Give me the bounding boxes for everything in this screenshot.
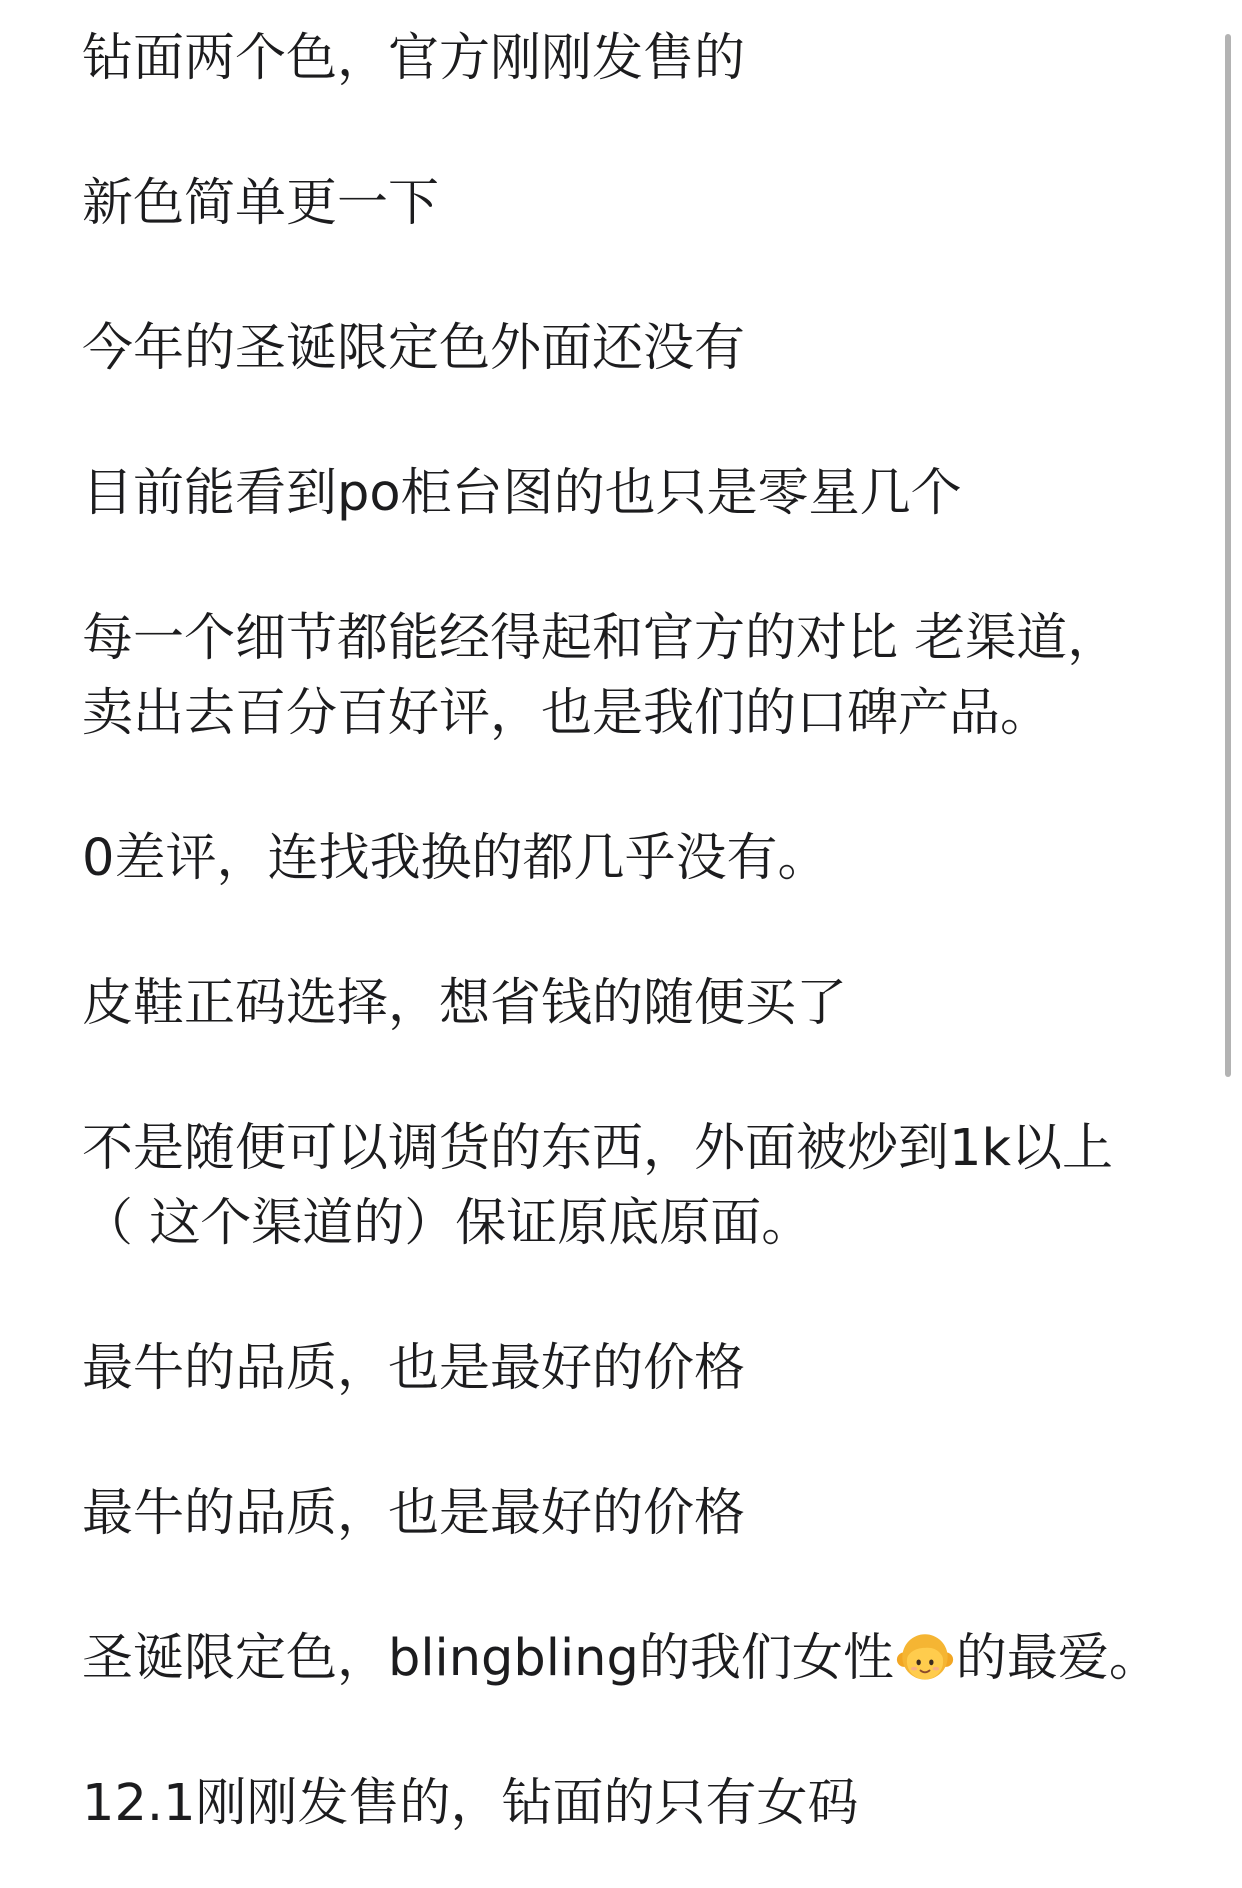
paragraph-line: 最牛的品质，也是最好的价格: [82, 1484, 746, 1543]
paragraph-line: 0差评，连找我换的都几乎没有。: [82, 829, 829, 888]
paragraph: [82, 1476, 1202, 1551]
paragraph-line: 每一个细节都能经得起和官方的对比 老渠道，: [82, 609, 1119, 668]
paragraph-line: 不是随便可以调货的东西，外面被炒到1k以上: [82, 1119, 1113, 1178]
paragraph: [82, 1621, 1202, 1696]
paragraph: [82, 1331, 1202, 1406]
paragraph-line: 卖出去百分百好评，也是我们的口碑产品。: [82, 684, 1052, 743]
girl-emoji-icon: [896, 1627, 954, 1685]
scrollbar[interactable]: [1225, 34, 1231, 1077]
paragraph: [82, 456, 1202, 531]
paragraph-text-segment: 的最爱。: [955, 1629, 1160, 1688]
post-text: [82, 21, 1202, 1888]
paragraph-line: [82, 1621, 1202, 1696]
paragraph-line: 目前能看到po柜台图的也只是零星几个: [82, 464, 962, 523]
paragraph: [82, 601, 1202, 751]
paragraph-line: 皮鞋正码选择，想省钱的随便买了: [82, 974, 848, 1033]
paragraph: [82, 966, 1202, 1041]
paragraph: [82, 821, 1202, 896]
paragraph: [82, 1111, 1202, 1261]
paragraph-line: 新色简单更一下: [82, 174, 440, 233]
paragraph-line: 钻面两个色，官方刚刚发售的: [82, 29, 746, 88]
paragraph-line: （ 这个渠道的）保证原底原面。: [82, 1194, 813, 1253]
paragraph: [82, 311, 1202, 386]
paragraph: [82, 1766, 1202, 1841]
paragraph-text-segment: 圣诞限定色，blingbling的我们女性: [82, 1629, 894, 1688]
paragraph: [82, 166, 1202, 241]
paragraph: [82, 21, 1202, 96]
paragraph-line: 今年的圣诞限定色外面还没有: [82, 319, 746, 378]
paragraph-line: 最牛的品质，也是最好的价格: [82, 1339, 746, 1398]
paragraph-line: 12.1刚刚发售的，钻面的只有女码: [82, 1774, 859, 1833]
